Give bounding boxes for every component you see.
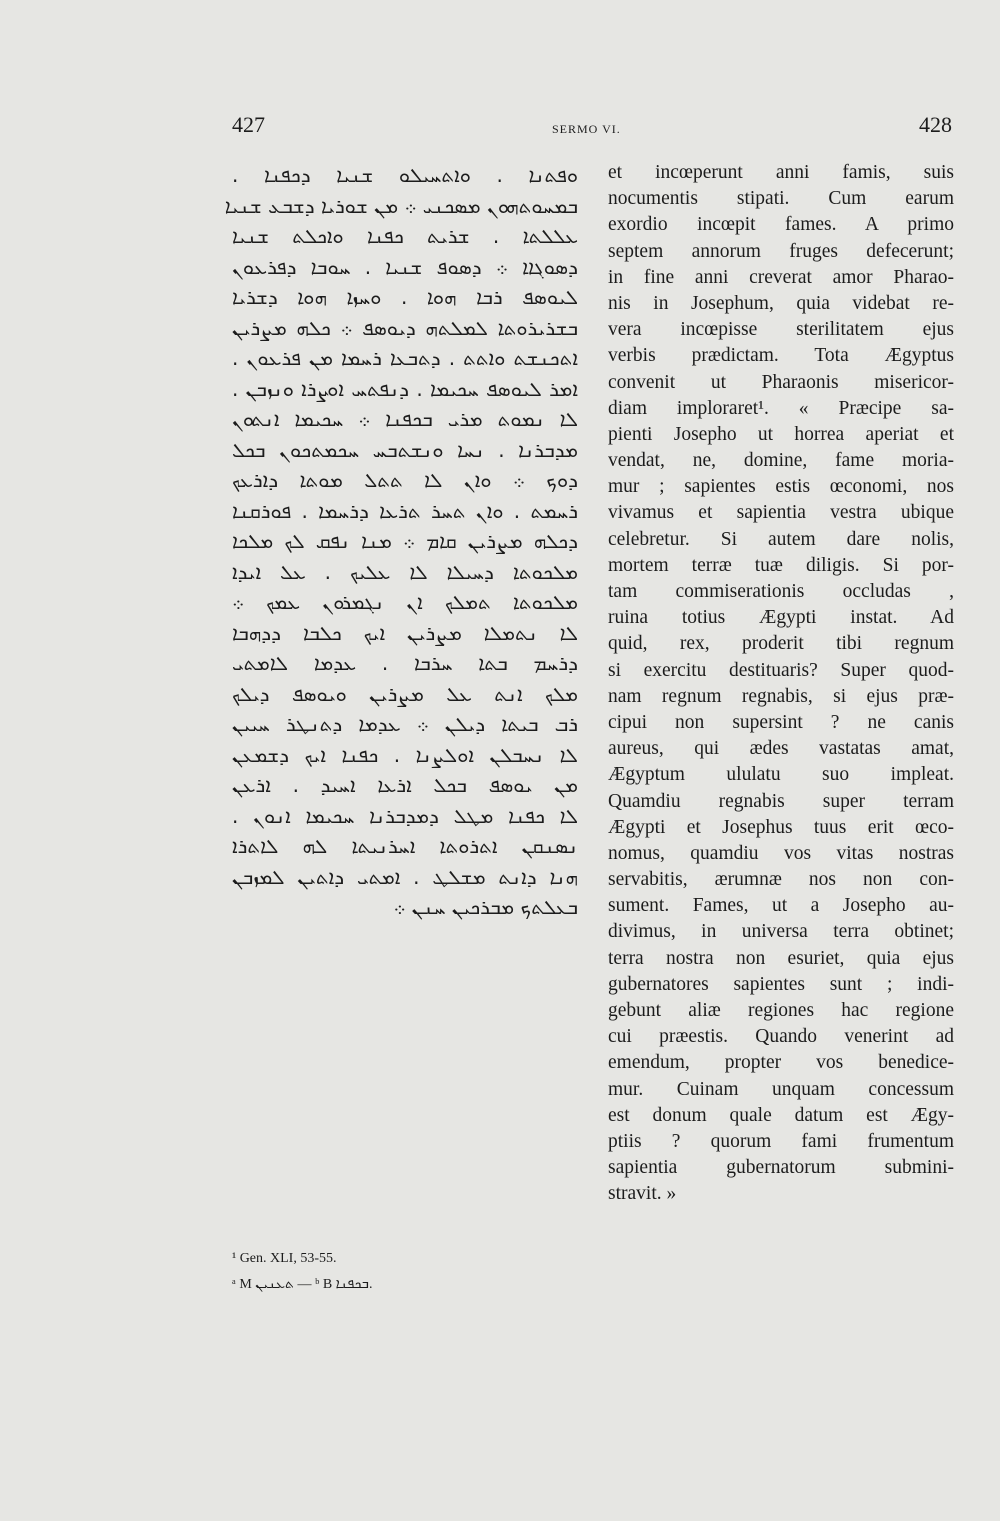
syriac-line: ܠܐ ܢܚܒܠܢ ܐܘܠܨܢܐ . ܟܦܢܐ ܐܝܟ ܕܫܡܥܢ [232,742,578,767]
latin-line: emendum, propter vos benedice- [608,1052,954,1074]
latin-text-column [608,160,954,1208]
latin-line: est donum quale datum est Ægy- [608,1104,954,1126]
syriac-line: ܥܠܠܬܐ . ܫܪܝܬ ܟܦܢܐ ܘܐܟܠܬ ܫܢܝܐ [232,224,578,248]
latin-line: mortem terræ tuæ diligis. Si por- [608,554,954,576]
latin-line: terra nostra non esuriet, quia ejus [608,947,954,969]
syriac-line: ܢܣܢܩܢ ܐܬܪܘܬܐ ܐܚܪܢܝܬܐ ܠܗ ܠܐܬܪܐ [232,834,578,858]
latin-line: tam commiserationis occludas , [608,581,954,602]
right-page-number: 428 [919,112,952,137]
syriac-line: ܐܬܟܢܫܬ ܘܐܬܬ . ܕܬܒܥܐ ܪܚܡܐ ܡܢ ܦܪܥܘܢ . [232,346,578,370]
syriac-line: ܠܐ ܢܬܡܠܐ ܡܨܪܝܢ ܐܝܟ ܟܠܒܐ ܕܕܗܒܐ [232,620,578,645]
syriac-line: ܕܘܟ ܀ ܘܐܢ ܠܐ ܬܬܠ ܡܘܬܐ ܕܐܪܥܟ [232,468,578,492]
latin-line: sument. Fames, ut a Josepho au- [608,895,954,917]
syriac-line: ܡܢ ܝܘܣܦ ܒܟܠ ܐܪܥܐ ܐܚܝܕ . ܐܪܥܢ [232,773,578,797]
syriac-line: ܠܐ ܟܦܢܐ ܡܛܠ ܕܡܕܒܪܢܐ ܚܟܝܡܐ ܐܢܘܢ . [232,803,578,828]
syriac-line: ܠܐ ܢܡܘܬ ܡܪܝ ܒܟܦܢܐ ܀ ܚܟܝܡܐ ܐܢܬܘܢ [232,407,578,431]
latin-line: mur ; sapientes estis œconomi, nos [608,476,954,498]
left-page-number: 427 [232,112,265,137]
syriac-line: ܘܦܬܢܐ . ܘܐܬܚܝܠܘ ܫܢܝܐ ܕܟܦܢܐ . [232,163,578,187]
syriac-line: ܒܫܪܝܪܘܬܐ ܠܡܠܬܗ ܕܝܘܣܦ ܀ ܟܠܗ ܡܨܪܝܢ [232,315,578,340]
latin-line: Ægyptum ululatu suo impleat. [608,764,954,786]
latin-line: vendat, ne, domine, fame moria- [608,450,954,472]
latin-line: nocumentis stipati. Cum earum [608,188,954,210]
latin-line: pienti Josepho ut horrea aperiat et [608,423,954,445]
syriac-line: ܡܠܟܘܬܐ ܕܚܝܠܐ ܠܐ ܥܠܝܟ . ܥܠ ܐܝܕܐ [232,559,578,584]
latin-line: ruina totius Ægypti instat. Ad [608,607,954,629]
latin-line: septem annorum fruges defecerunt; [608,240,954,262]
syriac-line: ܗܢܐ ܕܐܢܬ ܡܫܠܛ . ܐܡܬܝ ܕܐܬܝܢ ܠܡܙܒܢ [232,864,578,889]
latin-line: gubernatores sapientes sunt ; indi- [608,973,954,995]
latin-line: convenit ut Pharaonis misericor- [608,371,954,393]
syriac-line: ܒܥܠܬܟ ܡܒܪܟܝܢ ܚܢܢ ܀ [393,895,578,919]
syriac-line: ܒܡܚܘܬܗܘܢ ܡܣܟܢܝ ܀ ܡܢ ܫܘܪܝܐ ܕܫܒܥ ܫܢܝܐ [224,193,578,218]
latin-line: vivamus et sapientia vestra ubique [608,502,954,524]
syriac-line: ܪܚܡܬ . ܘܐܢ ܬܚܪ ܬܪܥܐ ܕܪܚܡܐ . ܦܘܪܩܢܐ [232,498,578,523]
page-header [0,112,1000,142]
latin-line: cui præestis. Quando venerint ad [608,1026,954,1048]
latin-line: servabitis, ærumnæ nos non con- [608,869,954,891]
latin-line: verbis prædictam. Tota Ægyptus [608,345,954,367]
syriac-line: ܠܝܘܣܦ ܪܒܐ ܗܘܐ . ܘܚܙܐ ܗܘܐ ܕܫܪܝܐ [232,285,578,309]
syriac-line: ܡܕܒܪܢܐ . ܢܚܐ ܘܢܫܬܒܚ ܚܟܡܬܟܘܢ ܒܟܠ [232,437,578,462]
latin-line: nomus, quamdiu vos vitas nostras [608,842,954,864]
syriac-line: ܐܡܪ ܠܝܘܣܦ ܚܟܝܡܐ . ܕܢܦܬܚ ܐܘܨܪܐ ܘܢܙܒܢ . [232,376,578,401]
footnotes [232,1246,592,1298]
latin-line: celebretur. Si autem dare nolis, [608,528,954,550]
syriac-text-column [224,160,578,923]
latin-line: nis in Josephum, quia videbat re- [608,292,954,314]
latin-line: gebunt aliæ regiones hac regione [608,1000,954,1021]
latin-line: nam regnum regnabis, si ejus præ- [608,685,954,707]
latin-line: vera incœpisse sterilitatem ejus [608,319,954,341]
syriac-line: ܕܪܚܡ ܒܬܐ ܚܪܒܐ . ܥܕܡܐ ܠܐܡܬܝ [232,651,578,675]
latin-line: diam imploraret¹. « Præcipe sa- [608,397,954,419]
latin-line: Quamdiu regnabis super terram [608,790,954,812]
running-head: SERMO VI. [552,122,621,136]
syriac-line: ܡܠܟ ܐܢܬ ܥܠ ܡܨܪܝܢ ܘܝܘܣܦ ܕܝܠܟ [232,681,578,706]
footnote-variants: ᵃ M ܬܥܢܝܢ — ᵇ B ܒܟܦܢܐ. [232,1277,373,1292]
latin-line: si exercitu destituaris? Super quod- [608,659,954,681]
latin-line: stravit. » [608,1183,677,1205]
latin-line: divimus, in universa terra obtinet; [608,921,954,943]
syriac-line: ܕܟܠܗ ܡܨܪܝܢ ܩܐܡ ܀ ܡܢܐ ܢܦܩ ܠܟ ܡܠܟܐ [232,529,578,553]
latin-line: in fine anni creverat amor Pharao- [608,266,954,288]
latin-line: aureus, qui ædes vastatas amat, [608,738,954,760]
latin-line: mur. Cuinam unquam concessum [608,1078,954,1100]
latin-line: cipui non supersint ? ne canis [608,711,954,733]
latin-line: et incœperunt anni famis, suis [608,162,954,183]
latin-line: quid, rex, proderit tibi regnum [608,633,954,655]
footnote-citation: ¹ Gen. XLI, 53-55. [232,1251,337,1266]
latin-line: sapientia gubernatorum submini- [608,1157,954,1179]
latin-line: exordio incœpit fames. A primo [608,214,954,236]
syriac-line: ܕܣܘܓܐܐ ܀ ܕܣܘܦ ܫܢܝܐ . ܚܘܒܐ ܕܦܪܥܘܢ [232,254,578,279]
syriac-line: ܡܠܟܘܬܐ ܬܡܠܟ ܐܢ ܢܓܡܪܘܢ ܥܡܟ ܀ [232,590,578,614]
latin-line: Ægypti et Josephus tuus erit œco- [608,816,954,838]
latin-line: ptiis ? quorum fami frumentum [608,1130,954,1152]
syriac-line: ܪܒ ܒܝܬܐ ܕܝܠܢ ܀ ܥܕܡܐ ܕܬܢܛܪ ܚܝܝܢ [232,712,578,736]
